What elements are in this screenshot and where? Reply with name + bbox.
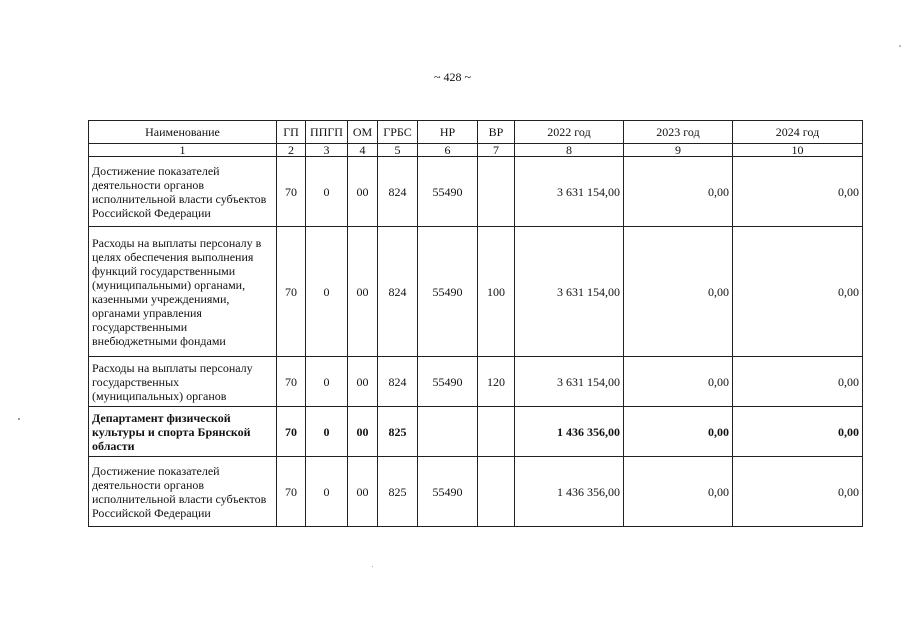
header-vr: ВР xyxy=(478,121,515,144)
cell-name: Расходы на выплаты персоналу в целях обеспечения выполнения функций государственными (муниципальными) органами, казенными учреждениями, органами управления государственными внебюджетными фондами xyxy=(89,227,277,357)
column-index: 2 xyxy=(277,144,306,157)
header-2024: 2024 год xyxy=(733,121,863,144)
cell-name: Достижение показателей деятельности органов исполнительной власти субъектов Российской Федерации xyxy=(89,457,277,527)
table-row-department xyxy=(89,407,863,457)
header-row xyxy=(89,121,863,144)
cell-grbs: 825 xyxy=(378,407,418,457)
table-row xyxy=(89,157,863,227)
cell-2023: 0,00 xyxy=(624,357,733,407)
cell-name: Департамент физической культуры и спорта Брянской области xyxy=(89,407,277,457)
budget-table xyxy=(88,120,863,527)
cell-grbs: 825 xyxy=(378,457,418,527)
cell-gp: 70 xyxy=(277,157,306,227)
scan-speck xyxy=(18,418,20,420)
cell-ppgp: 0 xyxy=(306,357,348,407)
table-row xyxy=(89,227,863,357)
scan-speck xyxy=(372,566,373,567)
cell-gp: 70 xyxy=(277,407,306,457)
cell-2024: 0,00 xyxy=(733,357,863,407)
column-index: 6 xyxy=(418,144,478,157)
cell-om: 00 xyxy=(348,227,378,357)
cell-2022: 3 631 154,00 xyxy=(515,357,624,407)
table-row xyxy=(89,457,863,527)
header-grbs: ГРБС xyxy=(378,121,418,144)
cell-nr: 55490 xyxy=(418,357,478,407)
column-index: 7 xyxy=(478,144,515,157)
cell-2022: 1 436 356,00 xyxy=(515,407,624,457)
cell-nr: 55490 xyxy=(418,457,478,527)
header-name: Наименование xyxy=(89,121,277,144)
column-index: 3 xyxy=(306,144,348,157)
cell-om: 00 xyxy=(348,157,378,227)
cell-vr xyxy=(478,157,515,227)
column-index: 9 xyxy=(624,144,733,157)
cell-2022: 3 631 154,00 xyxy=(515,157,624,227)
cell-vr xyxy=(478,407,515,457)
column-index: 1 xyxy=(89,144,277,157)
cell-2024: 0,00 xyxy=(733,157,863,227)
cell-nr: 55490 xyxy=(418,227,478,357)
header-om: ОМ xyxy=(348,121,378,144)
cell-2023: 0,00 xyxy=(624,457,733,527)
cell-ppgp: 0 xyxy=(306,157,348,227)
cell-gp: 70 xyxy=(277,227,306,357)
cell-2022: 1 436 356,00 xyxy=(515,457,624,527)
column-index: 5 xyxy=(378,144,418,157)
cell-name: Расходы на выплаты персоналу государственных (муниципальных) органов xyxy=(89,357,277,407)
cell-vr: 120 xyxy=(478,357,515,407)
cell-2023: 0,00 xyxy=(624,407,733,457)
cell-nr xyxy=(418,407,478,457)
cell-vr: 100 xyxy=(478,227,515,357)
column-index: 10 xyxy=(733,144,863,157)
header-nr: НР xyxy=(418,121,478,144)
cell-ppgp: 0 xyxy=(306,407,348,457)
header-gp: ГП xyxy=(277,121,306,144)
header-ppgp: ППГП xyxy=(306,121,348,144)
column-index-row xyxy=(89,144,863,157)
cell-grbs: 824 xyxy=(378,157,418,227)
scan-speck xyxy=(899,45,901,47)
cell-ppgp: 0 xyxy=(306,227,348,357)
cell-2024: 0,00 xyxy=(733,407,863,457)
cell-om: 00 xyxy=(348,357,378,407)
cell-grbs: 824 xyxy=(378,227,418,357)
table-row xyxy=(89,357,863,407)
header-2022: 2022 год xyxy=(515,121,624,144)
cell-vr xyxy=(478,457,515,527)
cell-2023: 0,00 xyxy=(624,157,733,227)
cell-gp: 70 xyxy=(277,357,306,407)
cell-grbs: 824 xyxy=(378,357,418,407)
cell-2022: 3 631 154,00 xyxy=(515,227,624,357)
column-index: 8 xyxy=(515,144,624,157)
column-index: 4 xyxy=(348,144,378,157)
cell-om: 00 xyxy=(348,407,378,457)
cell-2024: 0,00 xyxy=(733,227,863,357)
cell-nr: 55490 xyxy=(418,157,478,227)
cell-ppgp: 0 xyxy=(306,457,348,527)
cell-2024: 0,00 xyxy=(733,457,863,527)
cell-2023: 0,00 xyxy=(624,227,733,357)
cell-om: 00 xyxy=(348,457,378,527)
cell-name: Достижение показателей деятельности органов исполнительной власти субъектов Российской Федерации xyxy=(89,157,277,227)
header-2023: 2023 год xyxy=(624,121,733,144)
page-number: ~ 428 ~ xyxy=(434,70,471,84)
cell-gp: 70 xyxy=(277,457,306,527)
